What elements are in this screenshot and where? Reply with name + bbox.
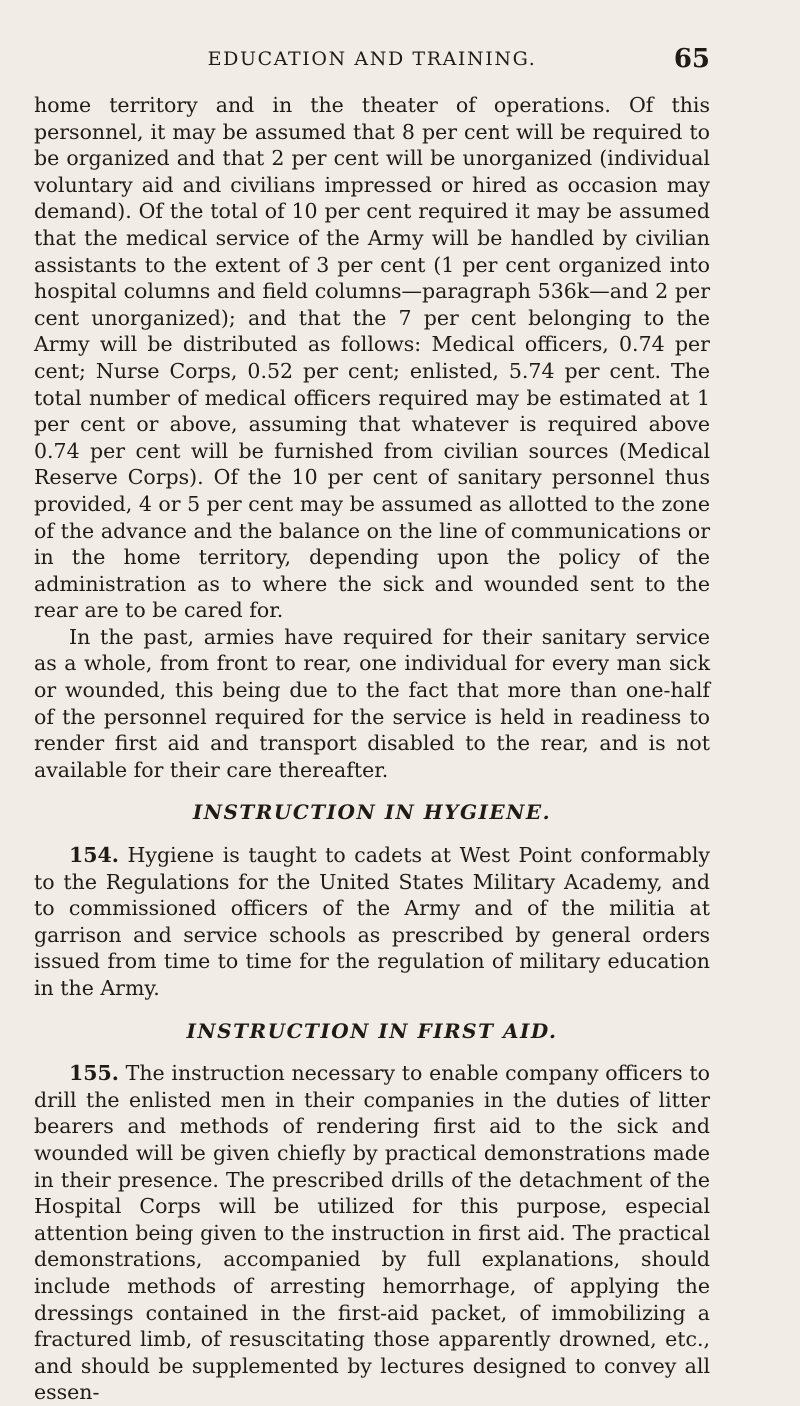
- section-heading-first-aid: INSTRUCTION IN FIRST AID.: [186, 1018, 558, 1043]
- paragraph-continued: home territory and in the theater of operations. Of this personnel, it may be assumed that 8 per cent will be required to be organized and that 2 per cent will be unorganized (individual voluntary aid and civilians impressed or hired as occasion may demand). Of the total of 10 per cent required it may be assumed that the medical service of the Army will be handled by civilian assistants to the extent of 3 per cent (1 per cent organized into hospital columns and field columns—paragraph 536k—and 2 per cent unorganized); and that the 7 per cent belonging to the Army will be distributed as follows: Medical officers, 0.74 per cent; Nurse Corps, 0.52 per cent; enlisted, 5.74 per cent. The total number of medical officers required may be estimated at 1 per cent or above, assuming that whatever is required above 0.74 per cent will be furnished from civilian sources (Medical Reserve Corps). Of the 10 per cent of sanitary personnel thus provided, 4 or 5 per cent may be assumed as allotted to the zone of the advance and the balance on the line of communications or in the home territory, depending upon the policy of the administration as to where the sick and wounded sent to the rear are to be cared for.: [34, 93, 710, 623]
- paragraph-sanitary-service: In the past, armies have required for their sanitary service as a whole, from front to rear, one individual for every man sick or wounded, this being due to the fact that more than one-half of the personnel required for the service is held in readiness to render first aid and transport disabled to the rear, and is not available for their care thereafter.: [34, 624, 710, 782]
- running-header: [34, 44, 710, 74]
- paragraph-number: 155.: [69, 1061, 119, 1086]
- paragraph-154: [34, 842, 710, 1002]
- paragraph-155: [34, 1060, 710, 1406]
- section-heading-hygiene: INSTRUCTION IN HYGIENE.: [192, 800, 552, 825]
- paragraph-text: The instruction necessary to enable company officers to drill the enlisted men in their companies in the duties of litter bearers and methods of rendering first aid to the sick and wounded will be given chiefly by practical demonstrations made in their presence. The prescribed drills of the detachment of the Hospital Corps will be utilized for this purpose, especial attention being given to the instruction in first aid. The practical demonstrations, accompanied by full explanations, should include methods of arresting hemorrhage, of applying the dressings contained in the first-aid packet, of immobilizing a fractured limb, of resuscitating those apparently drowned, etc., and should be supplemented by lectures designed to convey all essen-: [34, 1061, 710, 1405]
- page-number: 65: [673, 44, 710, 74]
- paragraph-number: 154.: [69, 843, 119, 868]
- paragraph-text: Hygiene is taught to cadets at West Point conformably to the Regulations for the United States Military Academy, and to commissioned officers of the Army and of the militia at garrison and service schools as prescribed by general orders issued from time to time for the regulation of military education in the Army.: [34, 843, 710, 1000]
- running-title: EDUCATION AND TRAINING.: [207, 48, 537, 70]
- body-text: [34, 92, 710, 1406]
